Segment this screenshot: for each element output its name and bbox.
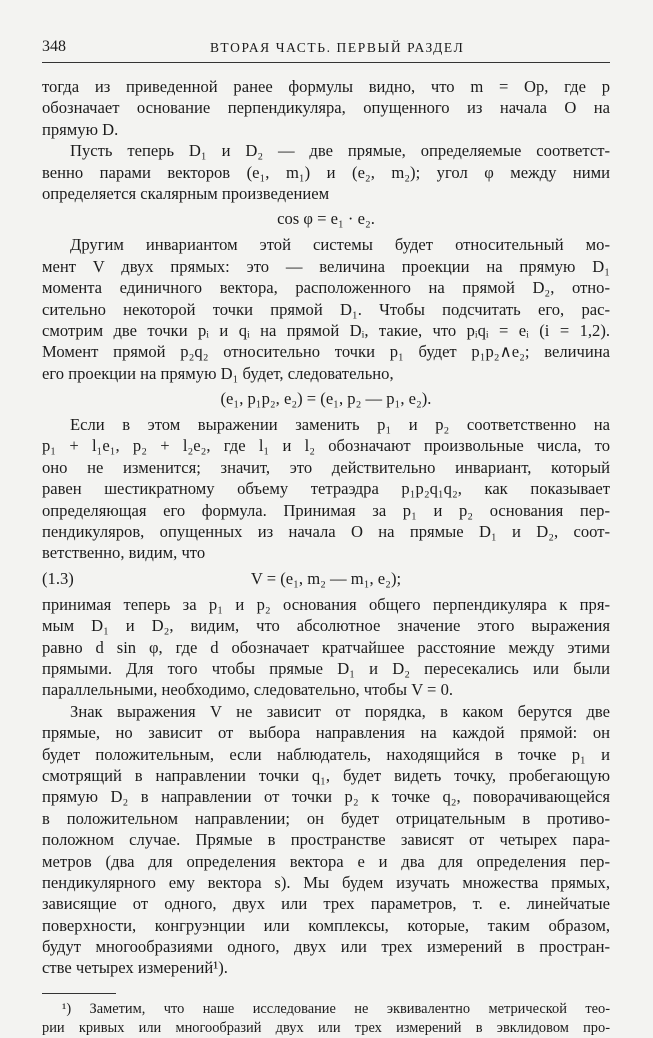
- footnote-line: рии кривых или многообразий двух или трех измерений в эвклидовом про-: [42, 1019, 610, 1036]
- text-line: зависящие от одного, двух или трех параметров, т. е. линейчатые: [42, 894, 610, 914]
- page-number: 348: [42, 38, 66, 55]
- equation-number: (1.3): [42, 568, 74, 588]
- text-line: сительно некоторой точки прямой D₁. Чтобы подсчитать его, рас-: [42, 299, 610, 319]
- text-line: в положительном направлении; он будет отрицательным в противо-: [42, 808, 610, 828]
- text-line: прямые, но зависит от выбора направления на каждой прямой: он: [42, 723, 610, 743]
- text-line: поверхности, конгруэнции или комплексы, которые, таким образом,: [42, 915, 610, 935]
- running-head: ВТОРАЯ ЧАСТЬ. ПЕРВЫЙ РАЗДЕЛ: [210, 40, 465, 55]
- footnote-line: ¹) Заметим, что наше исследование не эквивалентно метрической тео-: [62, 1000, 610, 1017]
- text-line: тогда из приведенной ранее формулы видно, что m = Op, где p: [42, 77, 610, 96]
- text-line: момента единичного вектора, расположенного на прямой D₂, отно-: [42, 278, 610, 298]
- text-line: будут многообразиями одного, двух или трех измерений в простран-: [42, 937, 610, 957]
- text-line: определяется скалярным произведением: [42, 183, 330, 203]
- book-page: [42, 38, 610, 1036]
- footnote-rule: [42, 993, 116, 994]
- text-line: прямую D₂ в направлении от точки p₂ к точке q₂, поворачивающейся: [42, 787, 610, 807]
- text-line: ветственно, видим, что: [42, 543, 206, 563]
- text-line: равно d sin φ, где d обозначает кратчайшее расстояние между этими: [42, 637, 610, 657]
- page-header: [42, 38, 610, 60]
- text-line: смотрящий в направлении точки q₁, будет видеть точку, пробегающую: [42, 765, 610, 785]
- text-line: обозначает основание перпендикуляра, опущенного из начала O на: [42, 98, 610, 118]
- text-line: будет положительным, если наблюдатель, находящийся в точке p₁ и: [42, 744, 610, 764]
- text-line: прямую D.: [42, 119, 119, 139]
- text-line: стве четырех измерений¹).: [42, 958, 228, 978]
- text-line: Пусть теперь D₁ и D₂ — две прямые, определяемые соответст-: [70, 141, 610, 161]
- text-line: прямыми. Для того чтобы прямые D₁ и D₂ пересекались или были: [42, 658, 610, 678]
- formula-cos: cos φ = e₁ · e₂.: [277, 209, 375, 229]
- text-line: оно не изменится; значит, это действительно инвариант, который: [42, 457, 610, 477]
- text-line: пендикуляров, опущенных из начала O на прямые D₁ и D₂, соот-: [42, 522, 610, 542]
- text-line: определяющая его формула. Принимая за p₁ и p₂ основания пер-: [42, 500, 610, 520]
- footnote: [42, 1000, 610, 1038]
- text-line: Момент прямой p₂q₂ относительно точки p₁ будет p₁p₂∧e₂; величина: [42, 342, 610, 362]
- text-line: равен шестикратному объему тетраэдра p₁p₂q₁q₂, как показывает: [42, 479, 610, 499]
- text-line: параллельными, необходимо, следовательно, чтобы V = 0.: [42, 680, 454, 700]
- text-line: Знак выражения V не зависит от порядка, в каком берутся две: [70, 701, 610, 721]
- text-line: Если в этом выражении заменить p₁ и p₂ соответственно на: [70, 415, 610, 435]
- text-line: венно парами векторов (e₁, m₁) и (e₂, m₂); угол φ между ними: [42, 162, 610, 182]
- main-text: [42, 76, 610, 1038]
- header-rule: [42, 62, 610, 63]
- text-line: метров (два для определения вектора e и два для определения пер-: [42, 851, 610, 871]
- text-line: его проекции на прямую D₁ будет, следовательно,: [42, 363, 394, 383]
- text-line: положном случае. Прямые в пространстве зависят от четырех пара-: [42, 830, 610, 850]
- text-line: принимая теперь за p₁ и p₂ основания общего перпендикуляра к пря-: [42, 594, 610, 614]
- formula-projection: (e₁, p₁p₂, e₂) = (e₁, p₂ — p₁, e₂).: [220, 389, 432, 409]
- text-line: пендикулярного ему вектора s). Мы будем изучать множества прямых,: [42, 872, 610, 892]
- formula-moment: V = (e₁, m₂ — m₁, e₂);: [250, 568, 402, 588]
- text-line: Другим инвариантом этой системы будет относительный мо-: [70, 235, 610, 255]
- text-line: мым D₁ и D₂, видим, что абсолютное значение этого выражения: [42, 616, 610, 636]
- text-line: смотрим две точки pᵢ и qᵢ на прямой Dᵢ, такие, что pᵢqᵢ = eᵢ (i = 1,2).: [42, 320, 610, 340]
- numbered-formula: [42, 564, 610, 594]
- text-line: мент V двух прямых: это — величина проекции на прямую D₁: [42, 256, 610, 276]
- text-line: p₁ + l₁e₁, p₂ + l₂e₂, где l₁ и l₂ обозначают произвольные числа, то: [42, 436, 610, 456]
